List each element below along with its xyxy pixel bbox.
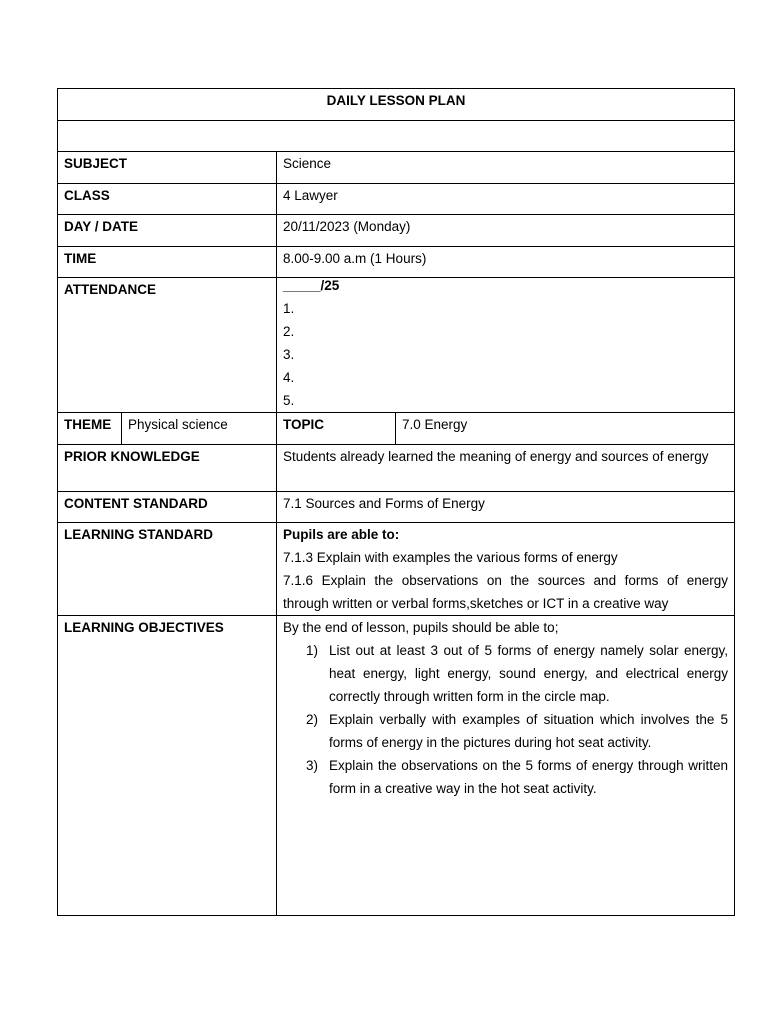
subject-row <box>58 152 735 184</box>
learning-standard-row <box>58 523 735 616</box>
blank-row <box>58 121 735 152</box>
time-row <box>58 247 735 278</box>
lesson-plan-table <box>57 88 735 916</box>
learning-standard-item: 7.1.6 Explain the observations on the sources and forms of energy through written or verbal forms,sketches or ICT in a creative way <box>283 573 729 611</box>
objectives-list <box>283 639 728 800</box>
theme-label: THEME <box>58 413 122 445</box>
objective-text: Explain verbally with examples of situation which involves the 5 forms of energy in the pictures during hot seat activity. <box>329 712 729 750</box>
learning-standard-item: 7.1.3 Explain with examples the various forms of energy <box>283 550 618 565</box>
class-value: 4 Lawyer <box>277 184 735 215</box>
blank-cell <box>58 121 735 152</box>
objective-text: List out at least 3 out of 5 forms of energy namely solar energy, heat energy, light energy, sound energy, and electrical energy correctly through written form in the circle map. <box>329 643 729 704</box>
learning-standard-cell <box>277 523 735 616</box>
time-value: 8.00-9.00 a.m (1 Hours) <box>277 247 735 278</box>
attendance-cell <box>277 278 735 413</box>
list-item <box>283 754 728 800</box>
subject-label: SUBJECT <box>58 152 277 184</box>
attendance-total: _____/25 <box>283 278 340 293</box>
attendance-item: 3. <box>283 347 295 362</box>
day-date-value: 20/11/2023 (Monday) <box>277 215 735 247</box>
attendance-item: 2. <box>283 324 295 339</box>
content-standard-label: CONTENT STANDARD <box>58 492 277 523</box>
learning-objectives-label: LEARNING OBJECTIVES <box>58 616 277 916</box>
attendance-label: ATTENDANCE <box>58 278 277 413</box>
class-label: CLASS <box>58 184 277 215</box>
list-item <box>283 639 728 708</box>
learning-standard-label: LEARNING STANDARD <box>58 523 277 616</box>
prior-knowledge-value: Students already learned the meaning of energy and sources of energy <box>277 445 735 492</box>
page-title: DAILY LESSON PLAN <box>58 89 735 121</box>
objective-text: Explain the observations on the 5 forms of energy through written form in a creative way in the hot seat activity. <box>329 758 729 796</box>
attendance-item: 1. <box>283 301 295 316</box>
title-row <box>58 89 735 121</box>
objective-number: 3) <box>306 758 319 773</box>
learning-standard-heading: Pupils are able to: <box>283 527 400 542</box>
subject-value: Science <box>277 152 735 184</box>
objective-number: 2) <box>306 712 319 727</box>
topic-value: 7.0 Energy <box>396 413 735 445</box>
objective-number: 1) <box>306 643 319 658</box>
content-standard-value: 7.1 Sources and Forms of Energy <box>277 492 735 523</box>
theme-topic-row <box>58 413 735 445</box>
attendance-item: 4. <box>283 370 295 385</box>
learning-objectives-row <box>58 616 735 916</box>
time-label: TIME <box>58 247 277 278</box>
topic-label: TOPIC <box>277 413 396 445</box>
content-standard-row <box>58 492 735 523</box>
theme-value: Physical science <box>122 413 277 445</box>
prior-knowledge-row <box>58 445 735 492</box>
attendance-item: 5. <box>283 393 295 408</box>
day-date-label: DAY / DATE <box>58 215 277 247</box>
learning-objectives-intro: By the end of lesson, pupils should be able to; <box>283 620 559 635</box>
prior-knowledge-label: PRIOR KNOWLEDGE <box>58 445 277 492</box>
learning-objectives-cell <box>277 616 735 916</box>
day-date-row <box>58 215 735 247</box>
attendance-row <box>58 278 735 413</box>
list-item <box>283 708 728 754</box>
class-row <box>58 184 735 215</box>
